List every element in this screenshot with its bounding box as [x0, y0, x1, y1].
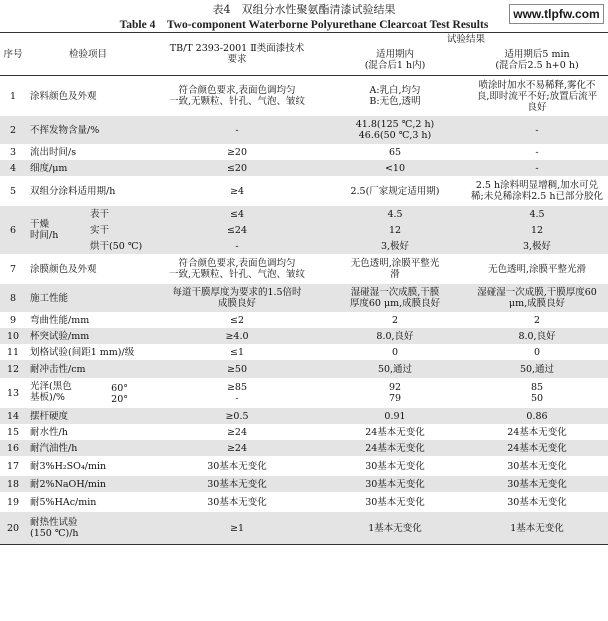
table-row [0, 492, 608, 512]
table-row [0, 440, 608, 456]
row-number: 6 [0, 206, 26, 254]
row-item-line2: 时间/h [30, 230, 59, 241]
cell-line: 符合颜色要求,表面色调均匀 [178, 258, 296, 269]
cell-line: 30基本无变化 [507, 460, 567, 472]
table-row [0, 160, 608, 176]
cell-after-pot-life [466, 116, 608, 144]
cell-after-pot-life [466, 492, 608, 512]
header-req-line2: 要求 [227, 54, 247, 65]
row-item [26, 254, 150, 284]
header-pot-line2: (混合后1 h内) [364, 60, 426, 72]
cell-requirement [150, 424, 324, 440]
table-row [0, 328, 608, 344]
cell-line: 24基本无变化 [507, 426, 567, 438]
row-number: 19 [6, 496, 20, 508]
row-item-line1: 施工性能 [30, 292, 69, 304]
cell-line: - [535, 162, 539, 174]
cell-pot-life [324, 76, 466, 117]
row-number: 12 [0, 360, 26, 378]
cell-after-pot-life [466, 284, 608, 312]
cell-pot-life [324, 328, 466, 344]
cell-line: ≥0.5 [225, 410, 249, 422]
cell-line: 50,通过 [377, 363, 413, 375]
cell-line: 65 [388, 146, 402, 158]
angle-label: 20° [111, 394, 128, 405]
row-item-line1: 不挥发物含量/% [30, 124, 100, 136]
cell-line: 良,即时流平不好;放置后流平 [476, 90, 598, 102]
row-item-line1: 摆杆硬度 [30, 410, 69, 422]
cell-requirement [150, 378, 324, 408]
requirement-value: - [235, 240, 239, 252]
cell-line: 30基本无变化 [207, 496, 267, 508]
cell-line: A:乳白,均匀 [369, 85, 421, 96]
cell-line: 30基本无变化 [365, 478, 425, 490]
row-item [26, 440, 150, 456]
cell-line: ≤20 [226, 162, 248, 174]
cell-pot-life [324, 512, 466, 545]
cell-line: 30基本无变化 [207, 478, 267, 490]
cell-after-pot-life: 4.5 [466, 206, 608, 222]
cell-after-pot-life [466, 456, 608, 476]
cell-after-pot-life [466, 476, 608, 492]
cell-after-pot-life [466, 254, 608, 284]
cell-requirement [150, 254, 324, 284]
results-table [0, 32, 608, 545]
cell-after-pot-life [466, 160, 608, 176]
cell-requirement [90, 238, 324, 254]
cell-pot-life [324, 424, 466, 440]
cell-line: 无色透明,涂膜平整光滑 [487, 263, 587, 275]
cell-after-pot-life [466, 144, 608, 160]
cell-pot-life [324, 160, 466, 176]
row-number: 14 [0, 408, 26, 424]
header-pot-life [324, 46, 466, 76]
row-number: 3 [9, 146, 17, 158]
row-item-line1: 弯曲性能/mm [30, 314, 90, 326]
row-number: 15 [6, 426, 20, 438]
cell-line: 1基本无变化 [510, 522, 564, 534]
sub-item-label: 烘干(50 ℃) [90, 240, 143, 252]
cell-line: ≥50 [226, 363, 248, 375]
table-caption-cn: 表4 双组分水性聚氨酯清漆试验结果 [212, 3, 396, 16]
row-item-line1: 耐3%H₂SO₄/min [30, 460, 107, 472]
row-item [26, 312, 150, 328]
header-requirement [150, 33, 324, 76]
cell-pot-life [324, 360, 466, 378]
cell-line: 2 [391, 314, 399, 326]
cell-after-pot-life [466, 408, 608, 424]
cell-after-pot-life [466, 312, 608, 328]
cell-after-pot-life [466, 176, 608, 206]
row-item-line1: 杯突试验/mm [30, 330, 90, 342]
cell-line: μm,成膜良好 [508, 298, 566, 309]
sub-item-label: 表干 [90, 208, 110, 220]
cell-requirement [150, 160, 324, 176]
table-row [0, 378, 608, 408]
angle-label: 60° [111, 383, 128, 394]
row-item-line1: 涂膜颜色及外观 [30, 263, 97, 275]
cell-line: 92 [388, 382, 402, 393]
table-row [0, 144, 608, 160]
cell-line: 24基本无变化 [365, 442, 425, 454]
row-item [26, 144, 150, 160]
watermark-badge: www.tlpfw.com [509, 4, 604, 24]
header-row-1 [0, 33, 608, 46]
cell-pot-life [324, 476, 466, 492]
row-item [26, 76, 150, 117]
row-number: 10 [0, 328, 26, 344]
cell-line: ≥85 [226, 382, 248, 393]
row-item [26, 360, 150, 378]
header-no: 序号 [0, 33, 26, 76]
table-row [0, 476, 608, 492]
row-number: 2 [0, 116, 26, 144]
cell-pot-life: 3,极好 [324, 238, 466, 254]
row-item [26, 512, 150, 545]
cell-line: 50,通过 [519, 363, 555, 375]
cell-requirement [150, 116, 324, 144]
cell-line: 0.86 [526, 410, 548, 422]
row-item [26, 176, 150, 206]
cell-line: 41.8(125 ℃,2 h) [355, 119, 435, 130]
row-item [26, 424, 150, 440]
row-item [26, 284, 150, 312]
table-caption-en: Table 4 Two-component Waterborne Polyurethane Clearcoat Test Results [119, 19, 489, 31]
angle-labels [111, 383, 128, 405]
cell-line: 成膜良好 [217, 298, 256, 309]
cell-pot-life [324, 116, 466, 144]
cell-line: 24基本无变化 [365, 426, 425, 438]
cell-after-pot-life [466, 328, 608, 344]
row-item [26, 116, 150, 144]
cell-line: ≤2 [229, 314, 244, 326]
cell-pot-life [324, 492, 466, 512]
header-item: 检验项目 [26, 33, 150, 76]
sub-item-label: 实干 [90, 224, 110, 236]
table-row [0, 312, 608, 328]
row-item-line1: 耐5%HAc/min [30, 496, 97, 508]
header-results: 试验结果 [324, 33, 608, 46]
row-number: 9 [9, 314, 17, 326]
table-row [0, 116, 608, 144]
cell-line: <10 [384, 162, 406, 174]
cell-pot-life [324, 312, 466, 328]
cell-line: 24基本无变化 [507, 442, 567, 454]
table-row [0, 206, 608, 222]
row-number: 7 [9, 263, 17, 275]
cell-line: 8.0,良好 [376, 330, 414, 342]
cell-pot-life [324, 456, 466, 476]
requirement-value: ≤4 [229, 208, 244, 220]
table-row [0, 344, 608, 360]
cell-pot-life [324, 254, 466, 284]
row-number: 4 [0, 160, 26, 176]
cell-pot-life: 4.5 [324, 206, 466, 222]
cell-line: 湿碰湿一次成膜,干膜厚度60 [477, 287, 597, 298]
row-item [26, 456, 150, 476]
cell-line: ≤1 [229, 346, 244, 358]
cell-line: 46.6(50 ℃,3 h) [358, 130, 432, 141]
cell-requirement [150, 512, 324, 545]
row-number: 17 [6, 460, 20, 472]
table-row [0, 76, 608, 117]
header-pot-line1: 适用期内 [375, 49, 414, 61]
row-item-line1: 耐汽油性/h [30, 442, 78, 454]
cell-line: B:无色,透明 [369, 96, 421, 107]
row-item [26, 160, 150, 176]
row-item-line1: 干燥 [30, 219, 50, 230]
cell-line: 湿碰湿一次成膜,干膜 [350, 287, 440, 298]
cell-requirement [150, 312, 324, 328]
cell-line: 每道干膜厚度为要求的1.5倍时 [172, 287, 302, 298]
cell-after-pot-life [466, 378, 608, 408]
cell-line: ≥24 [226, 426, 248, 438]
row-number: 1 [9, 90, 17, 102]
header-after-line2: (混合后2.5 h+0 h) [495, 60, 579, 72]
row-item-line1: 耐冲击性/cm [30, 363, 86, 375]
cell-after-pot-life [466, 512, 608, 545]
row-number: 5 [9, 185, 17, 197]
row-item [26, 408, 150, 424]
cell-requirement [150, 408, 324, 424]
cell-line: - [235, 393, 239, 404]
cell-line: ≥4.0 [225, 330, 249, 342]
cell-requirement [150, 492, 324, 512]
row-item-line2: (150 ℃)/h [30, 528, 79, 539]
row-item [26, 492, 150, 512]
row-item-line2: 基板)/% [30, 392, 65, 403]
row-item [26, 344, 150, 360]
row-item [26, 378, 150, 408]
cell-line: 滑 [390, 269, 400, 280]
cell-pot-life [324, 440, 466, 456]
cell-line: 喷涂时加水不易稀释,雾化不 [478, 79, 596, 91]
cell-after-pot-life [466, 344, 608, 360]
row-item-line1: 涂料颜色及外观 [30, 90, 97, 102]
cell-line: - [535, 124, 539, 136]
row-item-line1: 划格试验(间距1 mm)/级 [30, 346, 135, 358]
cell-line: 一致,无颗粒、针孔、气泡、皱纹 [168, 96, 306, 107]
cell-line: 0.91 [384, 410, 406, 422]
cell-line: 0 [391, 346, 399, 358]
cell-line: 2 [533, 314, 541, 326]
cell-line: 2.5 h涂料明显增稠,加水可兑 [475, 180, 599, 191]
cell-after-pot-life: 12 [466, 222, 608, 238]
cell-requirement [150, 476, 324, 492]
cell-line: 30基本无变化 [365, 496, 425, 508]
row-number: 20 [0, 512, 26, 545]
cell-line: 30基本无变化 [207, 460, 267, 472]
cell-requirement [150, 344, 324, 360]
row-item-line1: 耐热性试验 [30, 517, 78, 528]
row-item [26, 328, 150, 344]
cell-after-pot-life [466, 360, 608, 378]
cell-pot-life [324, 176, 466, 206]
cell-pot-life [324, 144, 466, 160]
cell-pot-life [324, 284, 466, 312]
cell-after-pot-life [466, 440, 608, 456]
cell-after-pot-life: 3,极好 [466, 238, 608, 254]
cell-requirement [150, 456, 324, 476]
row-number: 13 [6, 387, 20, 399]
table-row [0, 284, 608, 312]
cell-requirement [150, 284, 324, 312]
row-item-line1: 耐2%NaOH/min [30, 478, 106, 490]
row-number: 18 [0, 476, 26, 492]
header-after-pot-life [466, 46, 608, 76]
row-item-line1: 细度/μm [30, 162, 68, 174]
cell-line: 85 [530, 382, 544, 393]
cell-pot-life: 12 [324, 222, 466, 238]
cell-requirement [150, 328, 324, 344]
cell-requirement [150, 440, 324, 456]
cell-line: 一致,无颗粒、针孔、气泡、皱纹 [168, 269, 306, 280]
cell-after-pot-life [466, 424, 608, 440]
table-row [0, 408, 608, 424]
cell-line: 0 [533, 346, 541, 358]
cell-line: 稀;未兑稀涂料2.5 h已部分胶化 [471, 191, 603, 202]
row-number: 8 [0, 284, 26, 312]
row-number: 16 [0, 440, 26, 456]
cell-requirement [150, 176, 324, 206]
header-req-line1: TB/T 2393-2001 Ⅱ类面漆技术 [169, 43, 305, 54]
row-item-line1: 流出时间/s [30, 146, 77, 158]
cell-requirement [150, 360, 324, 378]
cell-pot-life [324, 378, 466, 408]
cell-line: 良好 [527, 101, 547, 113]
cell-requirement [90, 222, 324, 238]
cell-line: 30基本无变化 [507, 496, 567, 508]
cell-line: ≥1 [229, 522, 244, 534]
cell-requirement [150, 144, 324, 160]
cell-line: - [235, 124, 239, 136]
row-item-line1: 耐水性/h [30, 426, 68, 438]
cell-line: 2.5(厂家规定适用期) [350, 185, 440, 197]
row-number: 11 [6, 346, 20, 358]
cell-line: ≥20 [226, 146, 248, 158]
cell-line: ≥24 [226, 442, 248, 454]
row-item-line1: 光泽(黑色 [30, 381, 72, 392]
table-row [0, 360, 608, 378]
cell-requirement [150, 76, 324, 117]
row-item-line1: 双组分涂料适用期/h [30, 185, 116, 197]
cell-line: ≥4 [229, 185, 244, 197]
cell-line: 79 [388, 393, 402, 404]
cell-line: 30基本无变化 [507, 478, 567, 490]
cell-line: 8.0,良好 [518, 330, 556, 342]
table-row [0, 254, 608, 284]
cell-line: 厚度60 μm,成膜良好 [349, 298, 441, 309]
cell-line: - [535, 146, 539, 158]
cell-after-pot-life [466, 76, 608, 117]
row-item [26, 476, 150, 492]
cell-line: 1基本无变化 [368, 522, 422, 534]
cell-line: 30基本无变化 [365, 460, 425, 472]
cell-requirement [90, 206, 324, 222]
table-row [0, 456, 608, 476]
cell-line: 50 [530, 393, 544, 404]
header-after-line1: 适用期后5 min [504, 49, 570, 61]
cell-line: 符合颜色要求,表面色调均匀 [178, 85, 296, 96]
table-row [0, 424, 608, 440]
cell-line: 无色透明,涂膜平整光 [350, 258, 440, 269]
cell-pot-life [324, 408, 466, 424]
table-row [0, 176, 608, 206]
cell-pot-life [324, 344, 466, 360]
table-row [0, 512, 608, 545]
requirement-value: ≤24 [226, 224, 248, 236]
